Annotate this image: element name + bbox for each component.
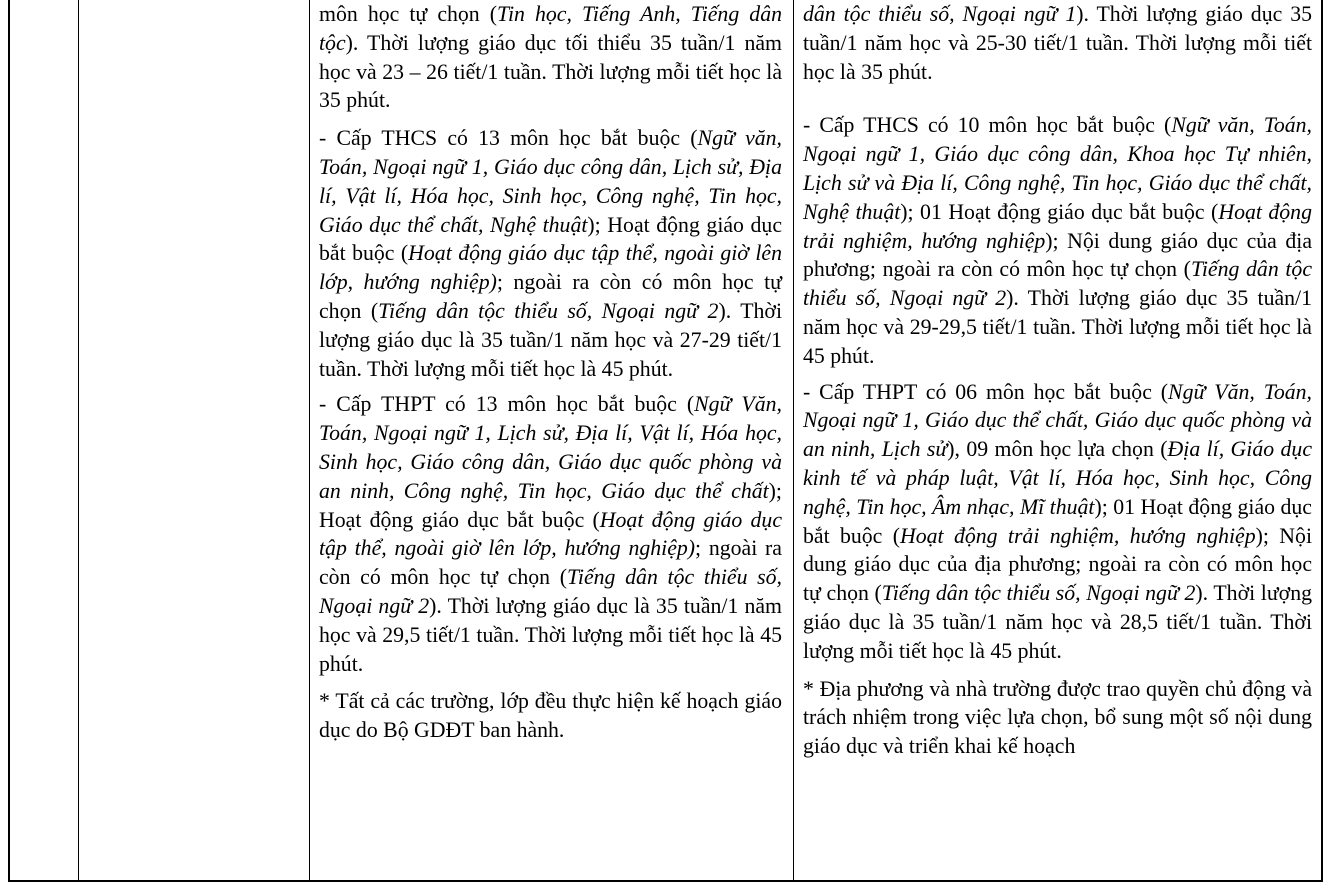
new-thpt-text-2: ), 09 môn học lựa chọn ( bbox=[947, 437, 1168, 462]
old-intro-italic: Tin học, Tiếng Anh, Tiếng dân tộc bbox=[319, 2, 782, 55]
old-thcs-text-3: ; ngoài ra còn có môn học tự chọn ( bbox=[319, 270, 782, 323]
new-thpt-text-4: ); Nội dung giáo dục của địa phương; ngoài ra còn có môn học tự chọn ( bbox=[803, 523, 1312, 606]
new-note-paragraph: * Địa phương và nhà trường được trao quyền chủ động và trách nhiệm trong việc lựa chọn, bổ sung một số nội dung giáo dục và triển khai kế hoạch bbox=[803, 676, 1312, 759]
new-thpt-text-3: ); 01 Hoạt động giáo dục bắt buộc ( bbox=[803, 494, 1312, 548]
new-thpt-optional: Địa lí, Giáo dục kinh tế và pháp luật, Vật lí, Hóa học, Sinh học, Công nghệ, Tin học, Âm nhạc, Mĩ thuật bbox=[803, 437, 1312, 519]
old-thpt-text-1: - Cấp THPT có 13 môn học bắt buộc ( bbox=[319, 392, 695, 417]
old-thcs-text-1: - Cấp THCS có 13 môn học bắt buộc ( bbox=[319, 126, 698, 151]
old-thpt-text-2: ); Hoạt động giáo dục bắt buộc ( bbox=[319, 478, 782, 532]
new-thpt-paragraph bbox=[803, 378, 1312, 666]
old-intro-text-1: môn học tự chọn ( bbox=[319, 2, 498, 26]
old-thpt-subjects: Ngữ Văn, Toán, Ngoại ngữ 1, Lịch sử, Địa lí, Vật lí, Hóa học, Sinh học, Giáo công dân, Giáo dục quốc phòng và an ninh, Công nghệ, Tin học, Giáo dục thể chất bbox=[319, 392, 782, 503]
old-intro-text-2: ). Thời lượng giáo dục tối thiểu 35 tuần/1 năm học và 23 – 26 tiết/1 tuần. Thời lượng mỗi tiết học là 35 phút. bbox=[319, 30, 782, 113]
new-intro-italic: dân tộc thiểu số, Ngoại ngữ 1 bbox=[803, 2, 1077, 26]
old-thpt-electives: Tiếng dân tộc thiểu số, Ngoại ngữ 2 bbox=[319, 565, 782, 618]
table-border-col2 bbox=[309, 0, 310, 882]
old-thpt-paragraph bbox=[319, 390, 782, 678]
old-program-cell bbox=[319, 0, 782, 745]
new-thcs-activities: Hoạt động trải nghiệm, hướng nghiệp bbox=[803, 199, 1312, 253]
new-thpt-text-5: ). Thời lượng giáo dục là 35 tuần/1 năm học và 28,5 tiết/1 tuần. Thời lượng mỗi tiết học là 45 phút. bbox=[803, 581, 1313, 663]
old-intro-paragraph bbox=[319, 0, 782, 115]
new-thcs-text-4: ). Thời lượng giáo dục 35 tuần/1 năm học và 29-29,5 tiết/1 tuần. Thời lượng mỗi tiết học là 45 phút. bbox=[803, 286, 1312, 368]
table-border-right bbox=[1321, 0, 1323, 882]
new-thpt-text-1: - Cấp THPT có 06 môn học bắt buộc ( bbox=[803, 379, 1169, 404]
old-thcs-activities: Hoạt động giáo dục tập thể, ngoài giờ lên lớp, hướng nghiệp) bbox=[319, 241, 782, 295]
new-thpt-required: Ngữ Văn, Toán, Ngoại ngữ 1, Giáo dục thể chất, Giáo dục quốc phòng và an ninh, Lịch sử bbox=[803, 379, 1313, 462]
new-thcs-text-3: ); Nội dung giáo dục của địa phương; ngoài ra còn có môn học tự chọn ( bbox=[803, 228, 1312, 282]
old-note-paragraph: * Tất cả các trường, lớp đều thực hiện kế hoạch giáo dục do Bộ GDĐT ban hành. bbox=[319, 689, 782, 743]
old-thpt-text-3: ; ngoài ra còn có môn học tự chọn ( bbox=[319, 536, 782, 590]
new-thpt-activities: Hoạt động trải nghiệm, hướng nghiệp bbox=[899, 523, 1256, 548]
old-thcs-text-2: ); Hoạt động giáo dục bắt buộc ( bbox=[319, 212, 783, 266]
new-thpt-electives: Tiếng dân tộc thiểu số, Ngoại ngữ 2 bbox=[881, 581, 1196, 606]
new-intro-paragraph bbox=[803, 0, 1312, 86]
new-intro-text: ). Thời lượng giáo dục 35 tuần/1 năm học và 25-30 tiết/1 tuần. Thời lượng mỗi tiết học là 35 phút. bbox=[803, 2, 1313, 84]
empty-cell-stt bbox=[10, 0, 78, 880]
new-thcs-paragraph bbox=[803, 111, 1312, 370]
new-thcs-electives: Tiếng dân tộc thiểu số, Ngoại ngữ 2 bbox=[803, 257, 1313, 311]
new-thcs-text-1: - Cấp THCS có 10 môn học bắt buộc ( bbox=[803, 113, 1172, 138]
new-thcs-subjects: Ngữ văn, Toán, Ngoại ngữ 1, Giáo dục công dân, Khoa học Tự nhiên, Lịch sử và Địa lí, Công nghệ, Tin học, Giáo dục thể chất, Nghệ thuật bbox=[803, 113, 1312, 224]
new-program-cell bbox=[803, 0, 1312, 761]
table-border-col3 bbox=[793, 0, 794, 882]
old-thcs-subjects: Ngữ văn, Toán, Ngoại ngữ 1, Giáo dục công dân, Lịch sử, Địa lí, Vật lí, Hóa học, Sinh học, Công nghệ, Tin học, Giáo dục thể chất, Nghệ thuật bbox=[319, 126, 782, 237]
old-thcs-electives: Tiếng dân tộc thiểu số, Ngoại ngữ 2 bbox=[378, 298, 719, 323]
new-thcs-text-2: ); 01 Hoạt động giáo dục bắt buộc ( bbox=[900, 199, 1219, 224]
old-thcs-paragraph bbox=[319, 124, 782, 383]
empty-cell-criteria bbox=[79, 0, 309, 880]
table-border-bottom bbox=[8, 880, 1323, 882]
old-thpt-activities: Hoạt động giáo dục tập thể, ngoài giờ lên lớp, hướng nghiệp) bbox=[319, 507, 782, 561]
old-thcs-text-4: ). Thời lượng giáo dục là 35 tuần/1 năm học và 27-29 tiết/1 tuần. Thời lượng mỗi tiết học là 45 phút. bbox=[319, 298, 783, 381]
old-thpt-text-4: ). Thời lượng giáo dục là 35 tuần/1 năm học và 29,5 tiết/1 tuần. Thời lượng mỗi tiết học là 45 phút. bbox=[319, 593, 782, 676]
